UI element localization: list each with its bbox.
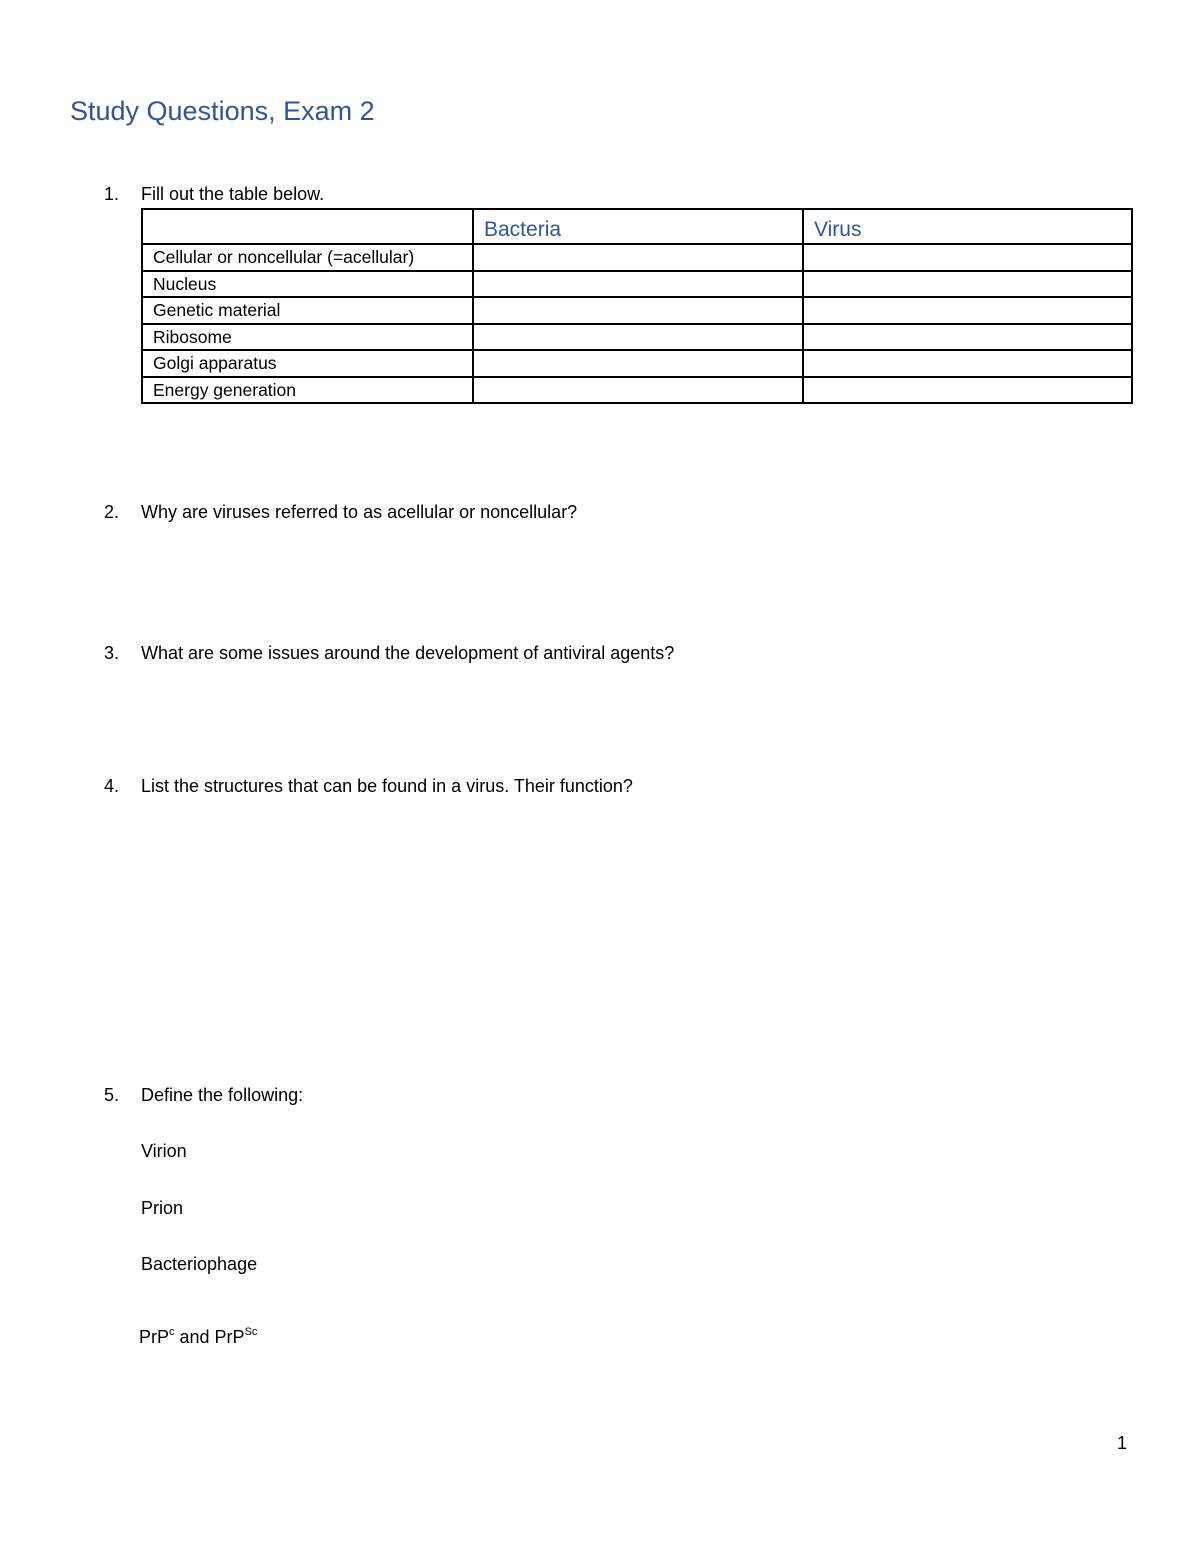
virus-cell[interactable] (803, 297, 1132, 324)
question-number: 4. (104, 776, 120, 796)
row-label: Golgi apparatus (142, 350, 473, 377)
page-title: Study Questions, Exam 2 (70, 96, 375, 126)
question-number: 2. (104, 502, 120, 522)
question-text: What are some issues around the development of antiviral agents? (141, 643, 675, 663)
question-text: Why are viruses referred to as acellular or noncellular? (141, 502, 578, 522)
page-number: 1 (1117, 1433, 1128, 1453)
question-1 (104, 183, 324, 205)
question-number: 5. (104, 1085, 120, 1105)
virus-cell[interactable] (803, 350, 1132, 377)
header-cell-bacteria: Bacteria (473, 209, 803, 244)
term-prion: Prion (141, 1198, 184, 1218)
virus-cell[interactable] (803, 271, 1132, 298)
question-3 (104, 642, 674, 664)
row-label: Energy generation (142, 377, 473, 404)
table-row (142, 244, 1132, 271)
row-label: Ribosome (142, 324, 473, 351)
table-row (142, 350, 1132, 377)
bacteria-cell[interactable] (473, 271, 803, 298)
row-label: Nucleus (142, 271, 473, 298)
bacteria-cell[interactable] (473, 350, 803, 377)
bacteria-cell[interactable] (473, 324, 803, 351)
bacteria-cell[interactable] (473, 297, 803, 324)
virus-cell[interactable] (803, 244, 1132, 271)
question-text: List the structures that can be found in a virus. Their function? (141, 776, 633, 796)
prp-middle: and PrP (174, 1327, 245, 1347)
header-cell-empty (142, 209, 473, 244)
term-bacteriophage: Bacteriophage (141, 1254, 258, 1274)
virus-cell[interactable] (803, 324, 1132, 351)
table-header-row (142, 209, 1132, 244)
row-label: Genetic material (142, 297, 473, 324)
table-row (142, 271, 1132, 298)
term-virion: Virion (141, 1141, 187, 1161)
table-row (142, 377, 1132, 404)
prp-base: PrP (139, 1327, 170, 1347)
comparison-table (141, 208, 1133, 404)
question-number: 1. (104, 184, 120, 204)
question-text: Define the following: (141, 1085, 304, 1105)
prp-c-superscript: c (169, 1326, 175, 1338)
question-5 (104, 1084, 303, 1106)
prp-sc-superscript: Sc (244, 1326, 258, 1338)
virus-cell[interactable] (803, 377, 1132, 404)
question-number: 3. (104, 643, 120, 663)
row-label: Cellular or noncellular (=acellular) (142, 244, 473, 271)
question-text: Fill out the table below. (141, 184, 325, 204)
header-cell-virus: Virus (803, 209, 1132, 244)
term-prp (139, 1326, 257, 1348)
question-4 (104, 775, 633, 797)
question-2 (104, 501, 577, 523)
bacteria-cell[interactable] (473, 244, 803, 271)
table-row (142, 297, 1132, 324)
table-row (142, 324, 1132, 351)
bacteria-cell[interactable] (473, 377, 803, 404)
